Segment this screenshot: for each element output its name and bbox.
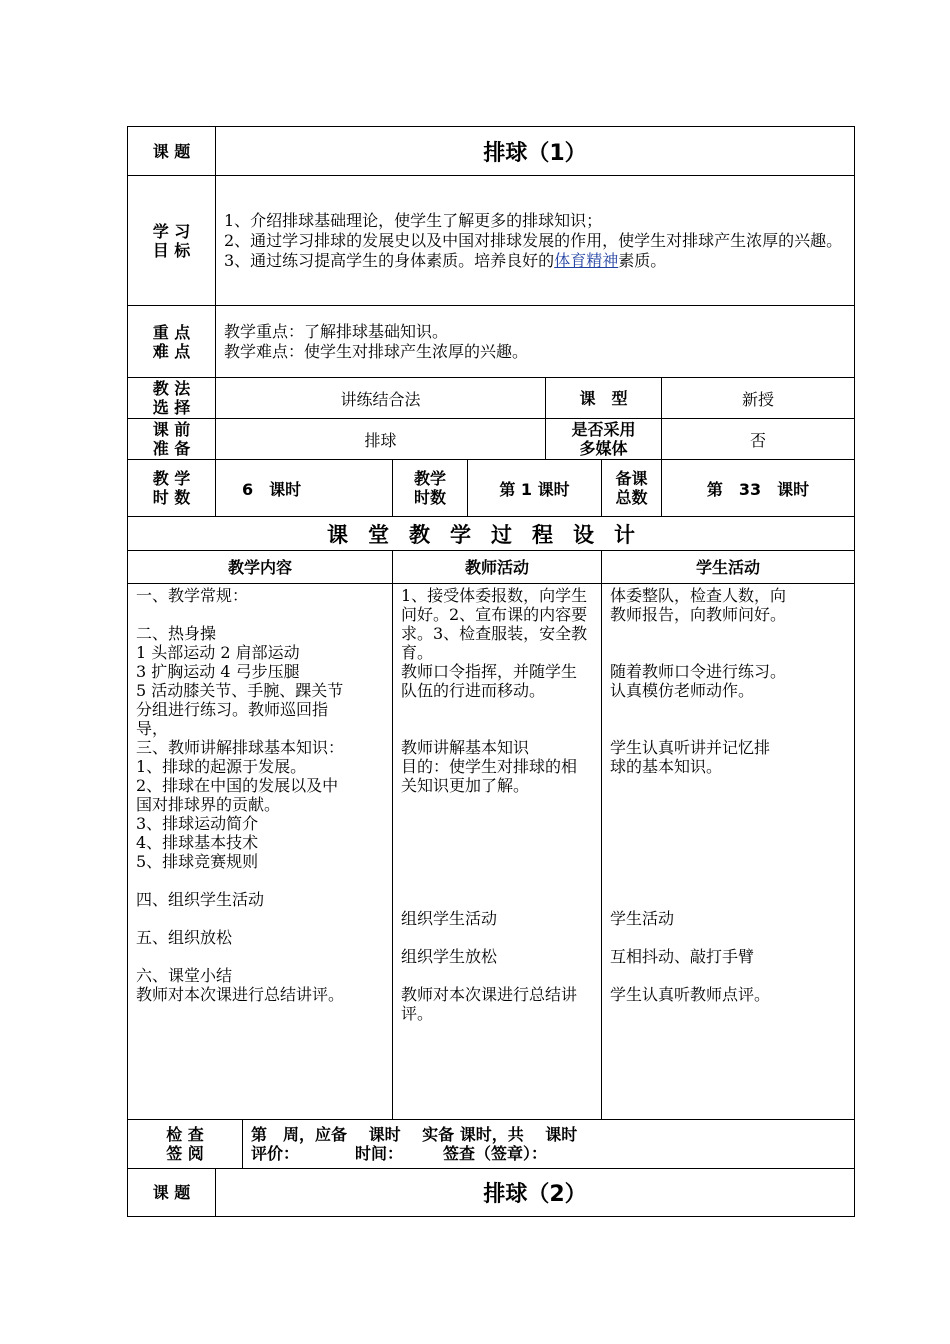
check-sign (243, 1120, 855, 1169)
col-header-content: 教学内容 (128, 551, 393, 584)
key-difficulty (216, 306, 855, 378)
student-line: 球的基本知识。 (610, 757, 723, 776)
student-line (610, 852, 846, 871)
goal-1: 1、介绍排球基础理论，使学生了解更多的排球知识； (224, 210, 603, 230)
design-title: 课堂教学过程设计 (128, 517, 855, 551)
learning-goals (216, 176, 855, 306)
student-line: 教师报告，向教师问好。 (610, 605, 787, 624)
student-line (610, 966, 846, 985)
current-hour: 第 1 课时 (468, 460, 602, 517)
content-line (136, 947, 384, 966)
teacher-line: 求。3、检查服装，安全教 (401, 624, 588, 643)
student-line (610, 814, 846, 833)
teacher-line: 关知识更加了解。 (401, 776, 530, 795)
student-line (610, 890, 846, 909)
total-prep: 第 33 课时 (662, 460, 855, 517)
content-line: 导， (136, 719, 169, 738)
lesson-plan-table (127, 126, 855, 1217)
teach-hours-label: 教学 时数 (393, 460, 468, 517)
content-line: 国对排球界的贡献。 (136, 795, 281, 814)
difficulty: 教学难点：使学生对排球产生浓厚的兴趣。 (224, 341, 529, 361)
content-line (136, 871, 384, 890)
content-line: 教师对本次课进行总结讲评。 (136, 985, 345, 1004)
hours-label: 教 学 时 数 (128, 460, 216, 517)
col-header-student: 学生活动 (602, 551, 855, 584)
teacher-activity (393, 584, 602, 1120)
topic-label: 课 题 (128, 127, 216, 176)
teacher-line: 教师对本次课进行总结讲 (401, 985, 578, 1004)
media-used: 否 (662, 419, 855, 460)
teacher-line (401, 700, 593, 719)
content-line: 2、排球在中国的发展以及中 (136, 776, 339, 795)
content-line: 4、排球基本技术 (136, 833, 259, 852)
student-line (610, 776, 846, 795)
method-label: 教 法 选 择 (128, 378, 216, 419)
content-line: 5 活动膝关节、手腕、踝关节 (136, 681, 344, 700)
student-line: 认真模仿老师动作。 (610, 681, 755, 700)
teacher-line: 评。 (401, 1004, 434, 1023)
student-line (610, 833, 846, 852)
content-line: 六、课堂小结 (136, 966, 233, 985)
student-line (610, 624, 846, 643)
teacher-line (401, 795, 593, 814)
content-line: 分组进行练习。教师巡回指 (136, 700, 329, 719)
teacher-line (401, 966, 593, 985)
prep-label: 课 前 准 备 (128, 419, 216, 460)
teacher-line: 育。 (401, 643, 434, 662)
key-point: 教学重点：了解排球基础知识。 (224, 321, 449, 341)
teacher-line (401, 871, 593, 890)
student-line (610, 928, 846, 947)
check-label: 检 查 签 阅 (128, 1120, 243, 1169)
content-line: 三、教师讲解排球基本知识： (136, 738, 345, 757)
student-line: 随着教师口令进行练习。 (610, 662, 787, 681)
student-line: 体委整队，检查人数，向 (610, 586, 787, 605)
content-line: 四、组织学生活动 (136, 890, 265, 909)
student-line (610, 643, 846, 662)
teaching-content (128, 584, 393, 1120)
teacher-line: 目的：使学生对排球的相 (401, 757, 578, 776)
type-label: 课 型 (546, 378, 662, 419)
content-line (136, 909, 384, 928)
content-line: 五、组织放松 (136, 928, 233, 947)
student-activity (602, 584, 855, 1120)
total-hours: 6 课时 (216, 460, 393, 517)
content-line: 5、排球竞赛规则 (136, 852, 259, 871)
teacher-line: 队伍的行进而移动。 (401, 681, 546, 700)
teacher-line (401, 814, 593, 833)
teacher-line: 1、接受体委报数，向学生 (401, 586, 588, 605)
teacher-line (401, 833, 593, 852)
media-label: 是否采用 多媒体 (546, 419, 662, 460)
student-line: 学生认真听教师点评。 (610, 985, 771, 1004)
content-line: 3 扩胸运动 4 弓步压腿 (136, 662, 300, 681)
teacher-line: 组织学生活动 (401, 909, 498, 928)
teacher-line: 问好。2、宣布课的内容要 (401, 605, 588, 624)
key-label: 重 点 难 点 (128, 306, 216, 378)
lesson-type: 新授 (662, 378, 855, 419)
teacher-line (401, 890, 593, 909)
student-line (610, 700, 846, 719)
lesson2-title: 排球（2） (216, 1169, 855, 1217)
student-line (610, 795, 846, 814)
goal-3: 3、通过练习提高学生的身体素质。培养良好的体育精神素质。 (224, 250, 667, 270)
student-line: 互相抖动、敲打手臂 (610, 947, 755, 966)
teacher-line: 教师讲解基本知识 (401, 738, 530, 757)
teacher-line (401, 852, 593, 871)
goals-label: 学 习 目 标 (128, 176, 216, 306)
content-line: 一、教学常规： (136, 586, 249, 605)
col-header-teacher: 教师活动 (393, 551, 602, 584)
teacher-line: 组织学生放松 (401, 947, 498, 966)
content-line: 1、排球的起源于发展。 (136, 757, 307, 776)
content-line (136, 605, 384, 624)
lesson-plan (127, 126, 854, 1217)
topic2-label: 课 题 (128, 1169, 216, 1217)
teacher-line (401, 928, 593, 947)
student-line (610, 719, 846, 738)
prep-items: 排球 (216, 419, 546, 460)
total-prep-label: 备课 总数 (602, 460, 662, 517)
teacher-line: 教师口令指挥，并随学生 (401, 662, 578, 681)
teaching-method: 讲练结合法 (216, 378, 546, 419)
goal-2: 2、通过学习排球的发展史以及中国对排球发展的作用，使学生对排球产生浓厚的兴趣。 (224, 230, 843, 250)
student-line: 学生活动 (610, 909, 675, 928)
content-line: 二、热身操 (136, 624, 217, 643)
teacher-line (401, 719, 593, 738)
check-line-2: 评价： 时间： 签查（签章）： (251, 1144, 548, 1163)
check-line-1: 第 周，应备 课时 实备 课时，共 课时 (251, 1125, 578, 1144)
lesson-title: 排球（1） (216, 127, 855, 176)
student-line (610, 871, 846, 890)
sports-spirit-link[interactable]: 体育精神 (554, 250, 619, 270)
student-line: 学生认真听讲并记忆排 (610, 738, 771, 757)
content-line: 3、排球运动简介 (136, 814, 259, 833)
content-line: 1 头部运动 2 肩部运动 (136, 643, 300, 662)
